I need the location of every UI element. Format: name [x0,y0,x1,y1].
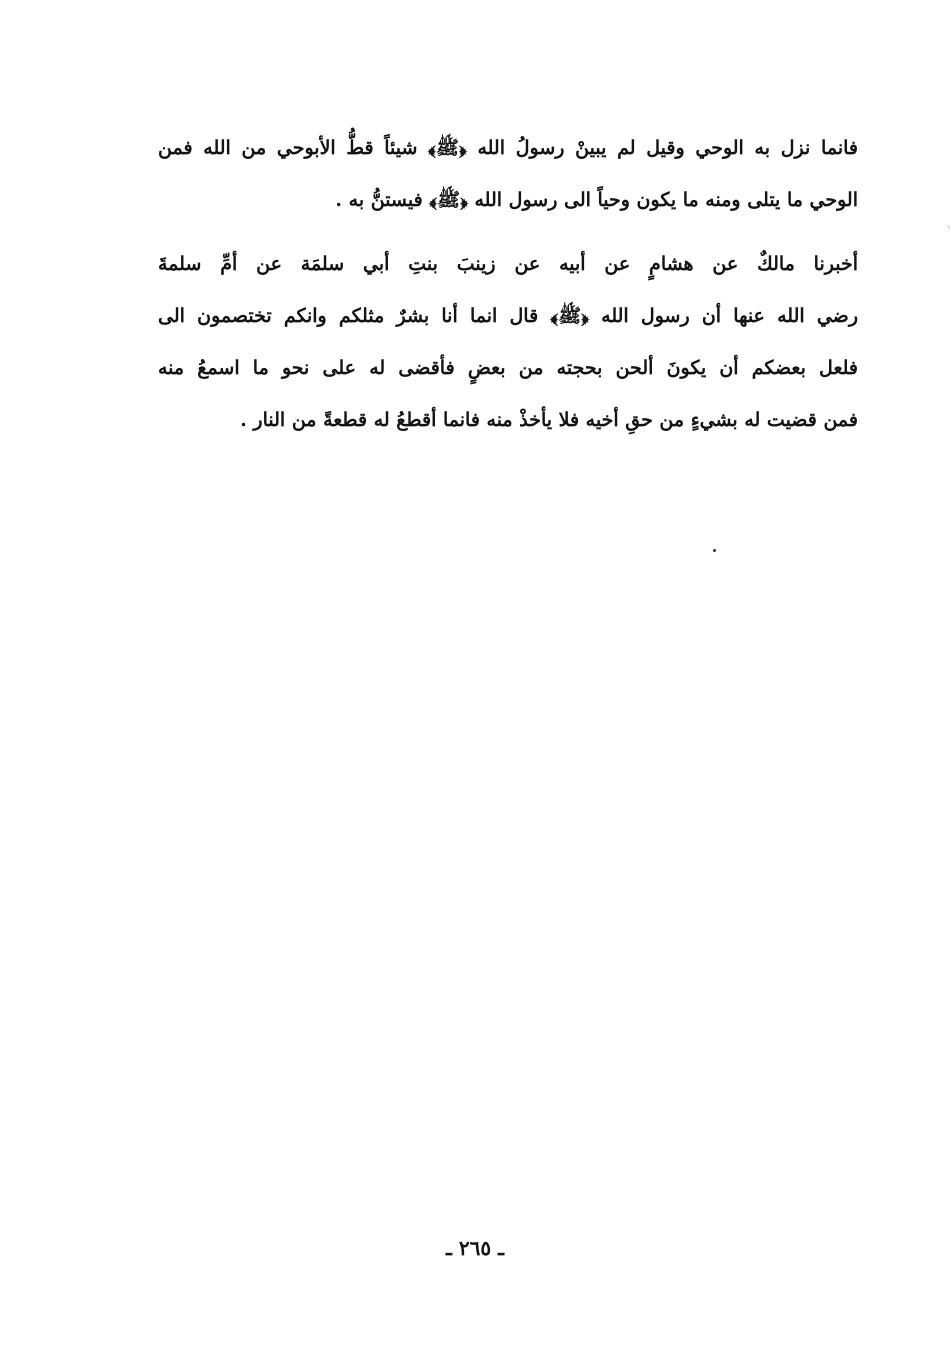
text-line: الوحي ما يتلى ومنه ما يكون وحياً الى رسول الله ﴿ﷺ﴾ فيستنُّ به . [335,189,858,211]
text-line: فانما نزل به الوحي وقيل لم يبينْ رسولُ الله ﴿ﷺ﴾ شيئاً قطُّ الأبوحي من الله فمن [158,137,858,159]
text-line: أخبرنا مالكٌ عن هشامٍ عن أبيه عن زينبَ بنتِ أبي سلمَة عن أمِّ سلمةَ [158,253,858,275]
text-line: فمن قضيت له بشيءٍ من حقِ أخيه فلا يأخذْ منه فانما أقطعُ له قطعةً من النار . [240,409,858,431]
text-line: فلعل بعضكم أن يكونَ ألحن بحجته من بعضٍ فأقضى له على نحو ما اسمعُ منه [158,357,858,379]
paragraph-1 [158,122,858,226]
text-line: رضي الله عنها أن رسول الله ﴿ﷺ﴾ قال انما أنا بشرٌ مثلكم وانكم تختصمون الى [158,305,858,327]
paragraph-2 [158,238,858,446]
ink-speck [713,549,716,552]
page-number: ـ ٢٦٥ ـ [446,1236,504,1260]
